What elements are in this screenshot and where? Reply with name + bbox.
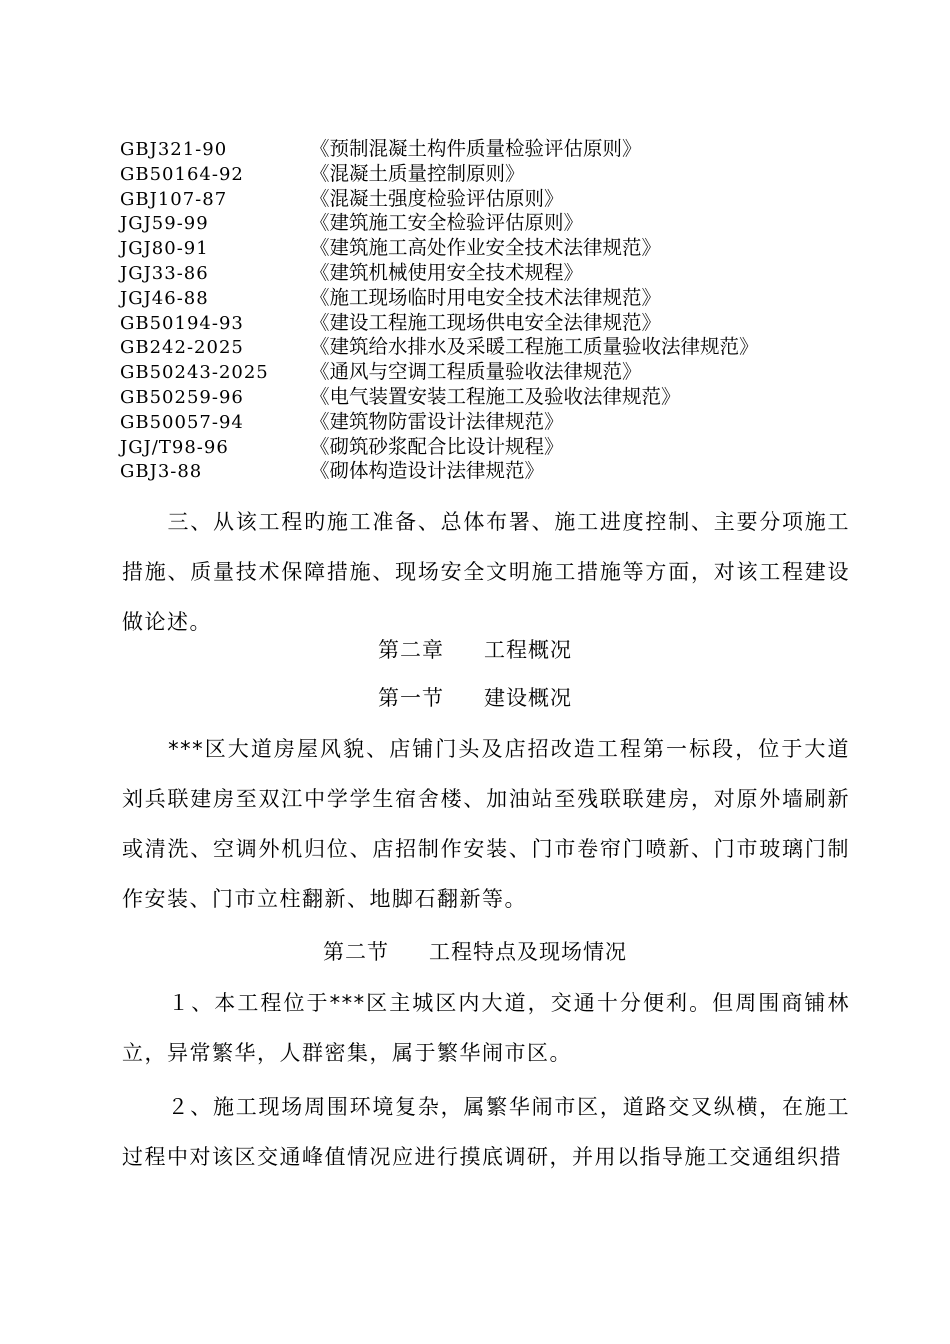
standard-row	[120, 236, 880, 261]
standard-title: 《建设工程施工现场供电安全法律规范》	[310, 310, 662, 334]
standard-code: GBJ3-88	[120, 461, 203, 483]
standards-list	[120, 137, 880, 484]
standard-code: GB50057-94	[120, 411, 244, 433]
standard-title: 《砌筑砂浆配合比设计规程》	[310, 434, 564, 458]
chapter-title: 工程概况	[484, 638, 572, 662]
standard-row	[120, 459, 880, 484]
paragraph-item-2: ２、施工现场周围环境复杂，属繁华闹市区，道路交叉纵横，在施工过程中对该区交通峰值情况应进行摸底调研，并用以指导施工交通组织措	[122, 1095, 850, 1169]
standard-title: 《预制混凝土构件质量检验评估原则》	[310, 137, 642, 160]
standard-code: GB242-2025	[120, 337, 244, 359]
section-2-title: 工程特点及现场情况	[429, 940, 627, 964]
standard-row	[120, 311, 880, 336]
standard-row	[120, 360, 880, 385]
standard-code: GB50194-93	[120, 312, 244, 334]
section-1-title: 建设概况	[484, 686, 572, 710]
standard-row	[120, 211, 880, 236]
standard-row	[120, 385, 880, 410]
standard-row	[120, 162, 880, 187]
standard-code: JGJ33-86	[120, 262, 209, 284]
standard-code: GB50164-92	[120, 163, 244, 185]
standard-title: 《建筑给水排水及采暖工程施工质量验收法律规范》	[310, 335, 759, 359]
standard-code: JGJ/T98-96	[120, 436, 229, 458]
standard-title: 《施工现场临时用电安全技术法律规范》	[310, 285, 662, 309]
section-heading-2	[0, 932, 950, 972]
paragraph-item-1: １、本工程位于***区主城区内大道，交通十分便利。但周围商铺林立，异常繁华，人群密集，属于繁华闹市区。	[122, 991, 850, 1065]
standard-title: 《建筑施工安全检验评估原则》	[310, 211, 584, 235]
standard-row	[120, 410, 880, 435]
standard-title: 《通风与空调工程质量验收法律规范》	[310, 360, 642, 384]
paragraph-overview: ***区大道房屋风貌、店铺门头及店招改造工程第一标段，位于大道刘兵联建房至双江中学学生宿舍楼、加油站至残联联建房，对原外墙刷新或清洗、空调外机归位、店招制作安装、门市卷帘门喷新、门市玻璃门制作安装、门市立柱翻新、地脚石翻新等。	[122, 737, 850, 911]
standard-code: GBJ321-90	[120, 139, 228, 160]
standard-code: GB50243-2025	[120, 362, 269, 384]
standard-code: JGJ46-88	[120, 287, 209, 309]
standard-title: 《混凝土质量控制原则》	[310, 161, 525, 185]
section-2-label: 第二节	[323, 940, 389, 964]
standard-code: GBJ107-87	[120, 188, 228, 210]
standard-row	[120, 261, 880, 286]
chapter-label: 第二章	[378, 638, 444, 662]
standard-row	[120, 187, 880, 212]
section-1-label: 第一节	[378, 686, 444, 710]
chapter-heading	[0, 630, 950, 670]
standard-row	[120, 286, 880, 311]
standard-row	[120, 335, 880, 360]
standard-code: GB50259-96	[120, 386, 244, 408]
standard-row	[120, 435, 880, 460]
standard-title: 《混凝土强度检验评估原则》	[310, 186, 564, 210]
standard-code: JGJ59-99	[120, 213, 209, 235]
standard-title: 《电气装置安装工程施工及验收法律规范》	[310, 384, 681, 408]
section-heading-1	[0, 678, 950, 718]
standard-title: 《建筑物防雷设计法律规范》	[310, 409, 564, 433]
standard-title: 《建筑施工高处作业安全技术法律规范》	[310, 236, 662, 260]
standard-code: JGJ80-91	[120, 238, 209, 260]
standard-row	[120, 137, 880, 162]
paragraph-scope: 三、从该工程旳施工准备、总体布署、施工进度控制、主要分项施工措施、质量技术保障措施、现场安全文明施工措施等方面，对该工程建设做论述。	[122, 510, 850, 634]
standard-title: 《建筑机械使用安全技术规程》	[310, 260, 584, 284]
standard-title: 《砌体构造设计法律规范》	[310, 459, 545, 483]
